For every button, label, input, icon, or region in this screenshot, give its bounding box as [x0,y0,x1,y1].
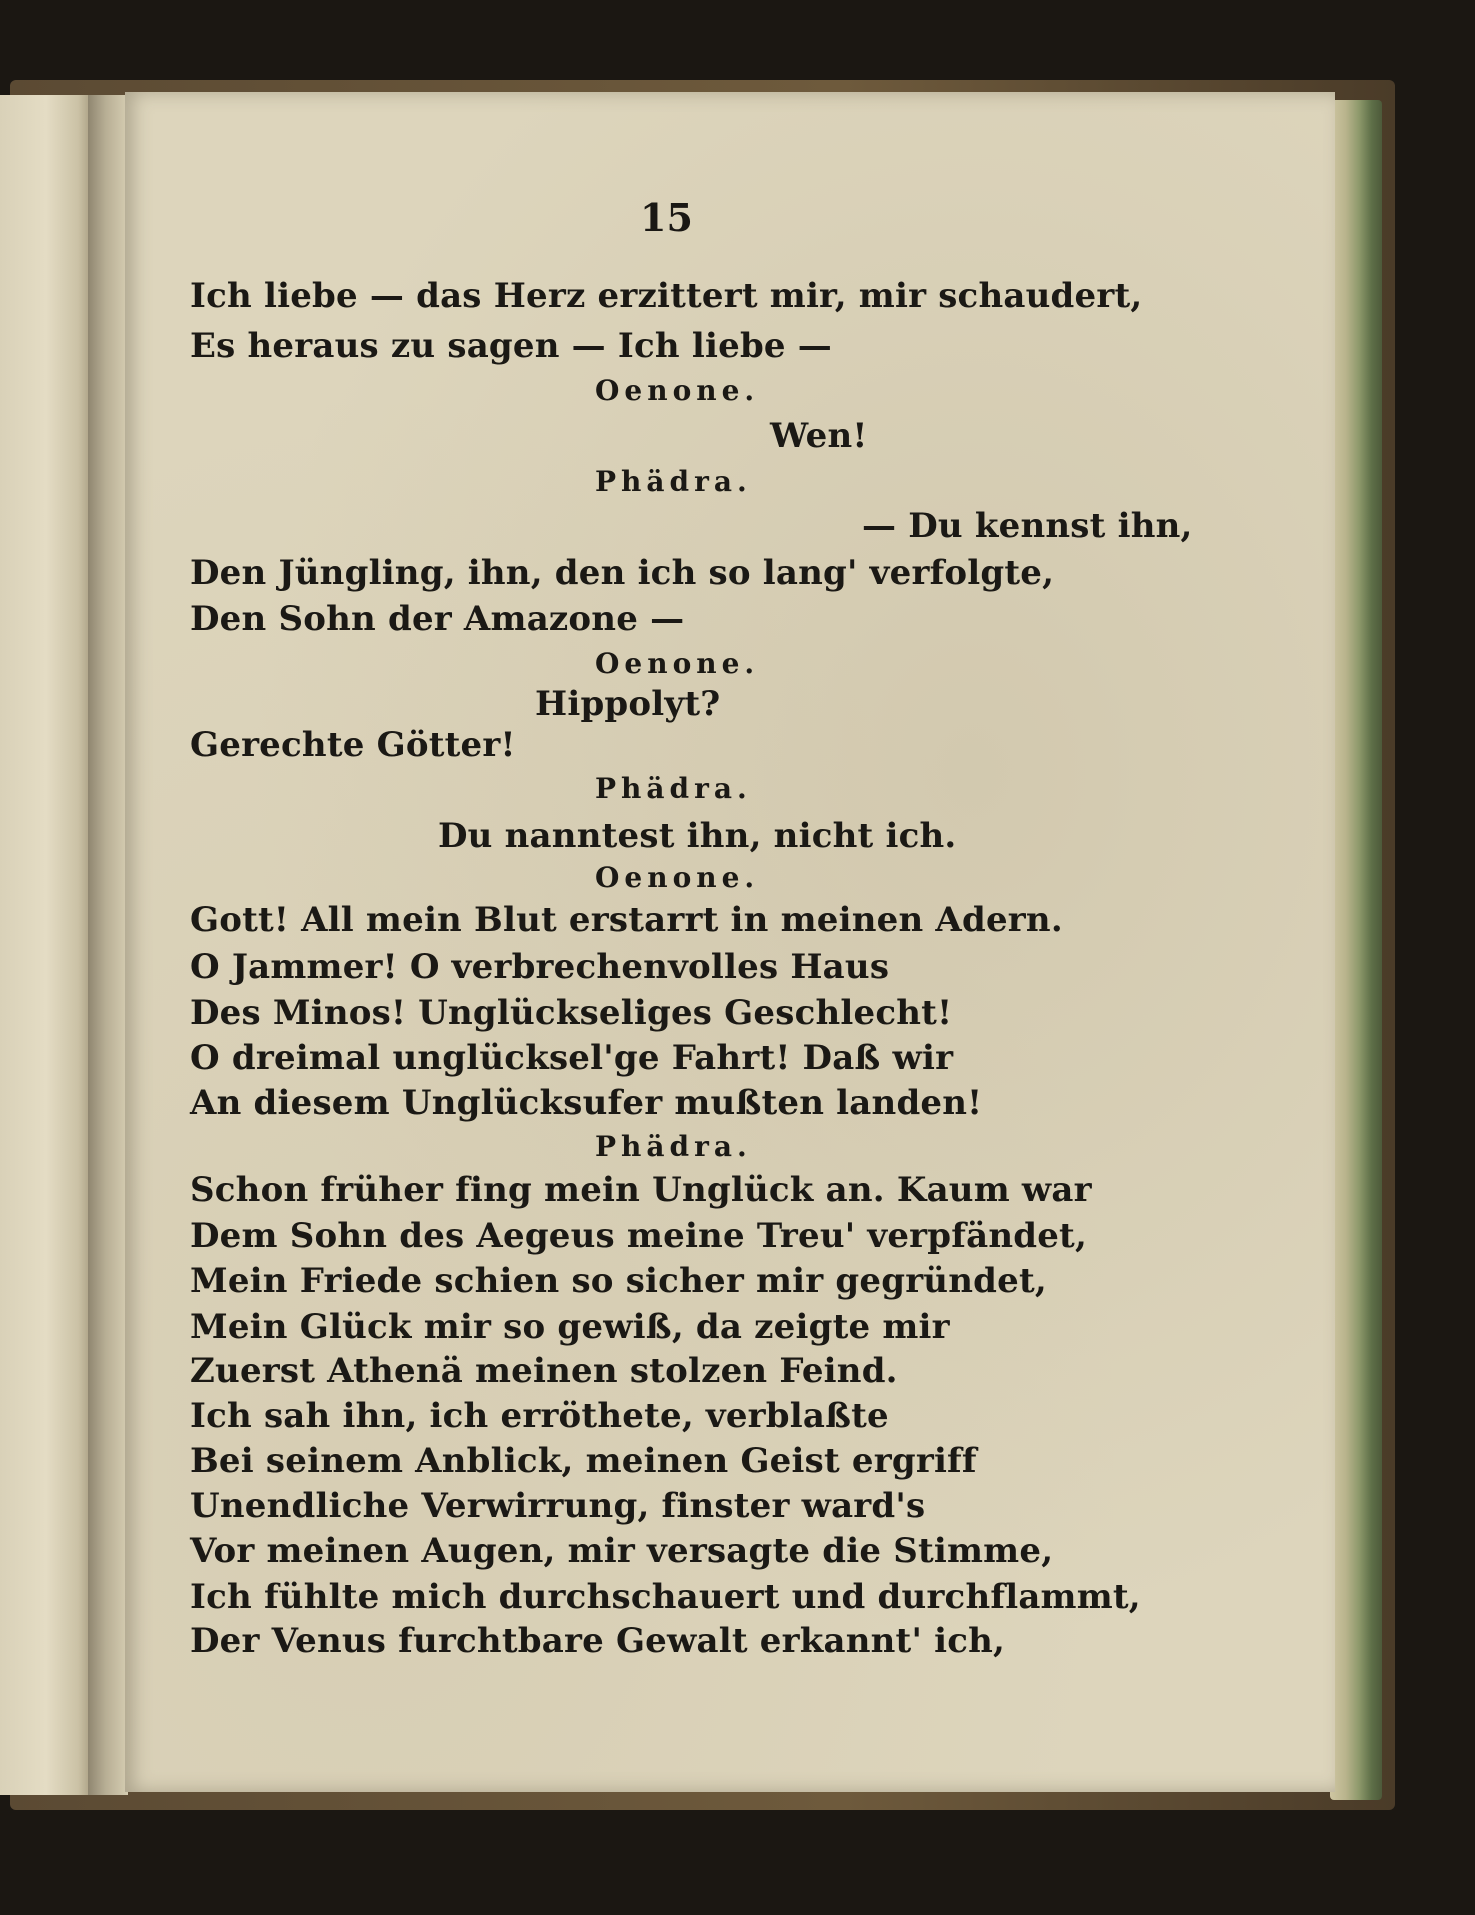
verse-line: Dem Sohn des Aegeus meine Treu' verpfändet, [190,1216,1087,1256]
speaker-name: Oenone. [595,861,760,894]
verse-line: Gerechte Götter! [190,725,516,765]
book-gutter [88,95,128,1795]
verse-line: Ich fühlte mich durchschauert und durchflammt, [190,1577,1141,1617]
verse-line: Des Minos! Unglückseliges Geschlecht! [190,993,953,1033]
verse-line: Es heraus zu sagen — Ich liebe — [190,326,832,366]
verse-line: Den Jüngling, ihn, den ich so lang' verfolgte, [190,553,1055,593]
verse-line: Mein Friede schien so sicher mir gegründet, [190,1261,1047,1301]
verse-line: Vor meinen Augen, mir versagte die Stimme, [190,1531,1054,1571]
verse-line: Zuerst Athenä meinen stolzen Feind. [190,1351,898,1391]
page-block-edge [1330,100,1382,1800]
verse-line: O dreimal unglücksel'ge Fahrt! Daß wir [190,1038,954,1078]
verse-line: Schon früher fing mein Unglück an. Kaum war [190,1170,1092,1210]
verse-line: Hippolyt? [535,684,721,724]
speaker-name: Oenone. [595,647,760,680]
verse-line: Mein Glück mir so gewiß, da zeigte mir [190,1307,950,1347]
verse-line: Der Venus furchtbare Gewalt erkannt' ich, [190,1621,1006,1661]
left-page-fragment [0,95,92,1795]
verse-line: Den Sohn der Amazone — [190,599,685,639]
verse-line: O Jammer! O verbrechenvolles Haus [190,947,890,987]
verse-line: Wen! [770,416,868,456]
speaker-name: Oenone. [595,374,760,407]
verse-line: Bei seinem Anblick, meinen Geist ergriff [190,1441,977,1481]
verse-line: Ich sah ihn, ich erröthete, verblaßte [190,1396,889,1436]
page-number: 15 [640,195,693,240]
verse-line: Unendliche Verwirrung, finster ward's [190,1486,926,1526]
verse-line: Gott! All mein Blut erstarrt in meinen Adern. [190,900,1063,940]
speaker-name: Phädra. [595,772,752,805]
verse-line: — Du kennst ihn, [862,506,1193,546]
verse-line: Ich liebe — das Herz erzittert mir, mir schaudert, [190,276,1143,316]
speaker-name: Phädra. [595,1130,752,1163]
verse-line: Du nanntest ihn, nicht ich. [438,816,957,856]
speaker-name: Phädra. [595,465,752,498]
verse-line: An diesem Unglücksufer mußten landen! [190,1083,983,1123]
